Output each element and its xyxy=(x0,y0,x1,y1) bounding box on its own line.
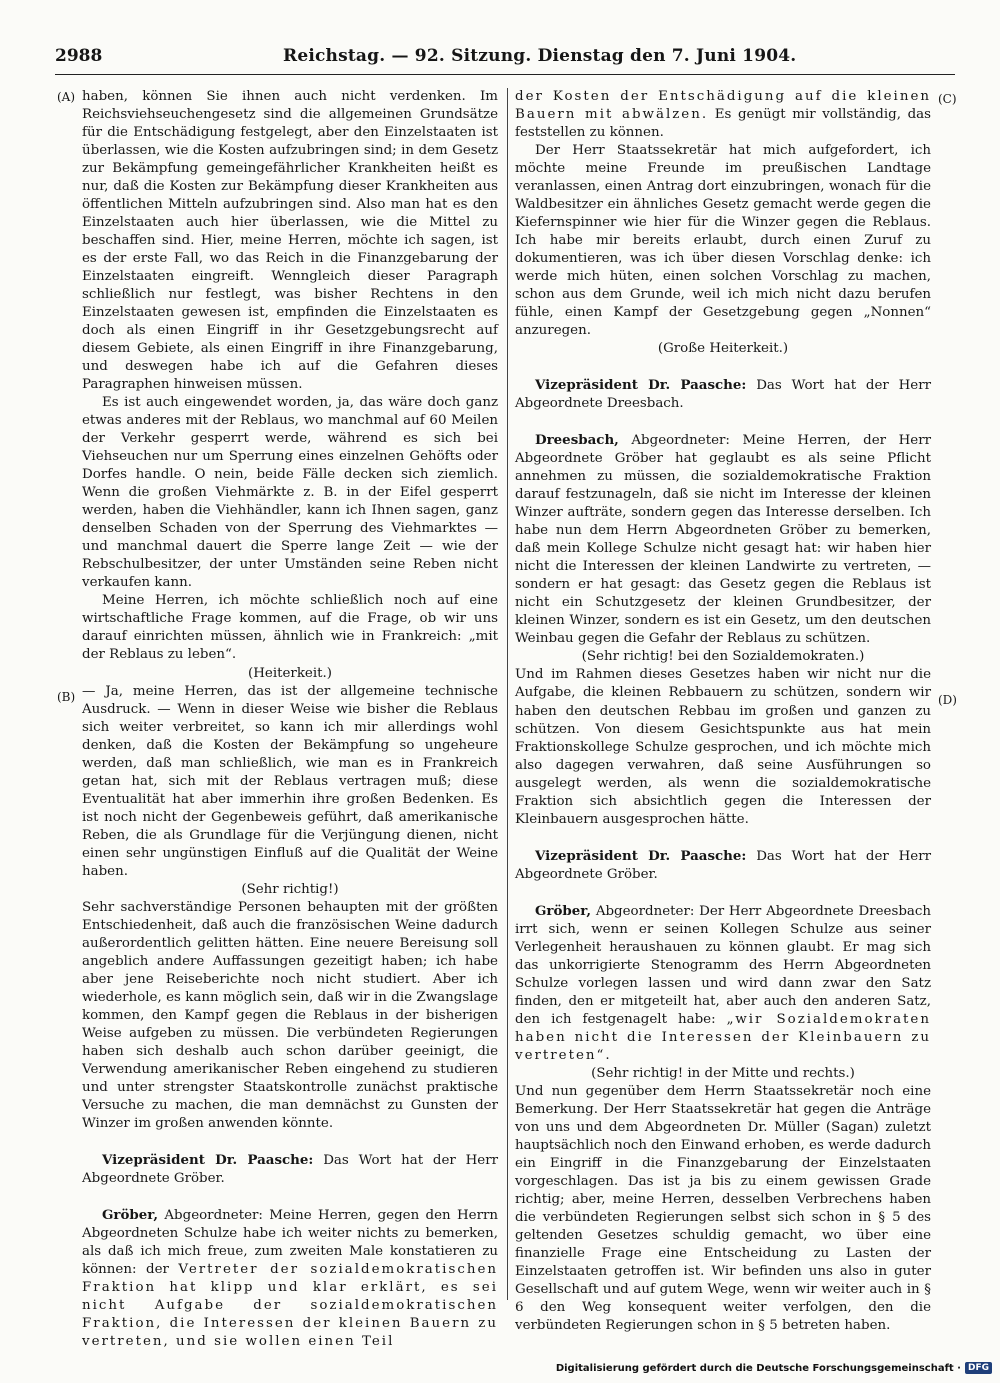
speaker-name: Vizepräsident Dr. Paasche: xyxy=(535,847,747,864)
speech-text: Das Wort hat der Herr Abgeordnete Gröber. xyxy=(82,1152,498,1186)
footer-text: Digitalisierung gefördert durch die Deutsche Forschungsgemeinschaft · xyxy=(555,1363,961,1374)
speaker-name: Gröber, xyxy=(102,1206,159,1223)
speech-text: Abgeordneter: Meine Herren, der Herr Abgeordnete Gröber hat geglaubt es als seine Pflicht annehmen zu müssen, die sozialdemokratische Fraktion darauf festzunageln, daß sie nicht im Interesse der kleinen Winzer aufträte, sondern gegen das Interesse derselben. Ich habe nun dem Herrn Abgeordneten Gröber zu bemerken, daß mein Kollege Schulze nicht gesagt hat: wir haben hier nicht die Interessen der kleinen Landwirte zu vertreten, — sondern er hat gesagt: das Gesetz gegen die Reblaus ist nicht ein Schutzgesetz der kleinen Grundbesitzer, der kleinen Winzer, sondern es ist ein Gesetz, um den deutschen Weinbau gegen die Gefahr der Reblaus zu schützen. xyxy=(515,433,931,647)
speaker-name: Gröber, xyxy=(535,902,592,919)
column-rule xyxy=(507,88,508,1300)
spaced-emphasis: der Kosten der Entschädigung auf die kleinen Bauern mit abwälzen. xyxy=(515,89,931,123)
speaker-paragraph xyxy=(82,1151,498,1188)
paragraph: Und im Rahmen dieses Gesetzes haben wir nicht nur die Aufgabe, die kleinen Rebbauern zu schützen, sondern wir haben den deutschen Rebbau im großen und ganzen zu schützen. Von diesem Gesichtspunkte aus hat mein Fraktionskollege Schulze gesprochen, und ich möchte mich also dagegen verwahren, daß seine Ausführungen so ausgelegt werden, als wenn die sozialdemokratische Fraktion sich absichtlich gegen die Interessen der Kleinbauern ausgesprochen hätte. xyxy=(515,667,931,827)
speech-text: Es genügt mir vollständig, das feststellen zu können. xyxy=(515,107,931,141)
reaction-note: (Sehr richtig! bei den Sozialdemokraten.) xyxy=(581,649,865,665)
paragraph: Es ist auch eingewendet worden, ja, das wäre doch ganz etwas anderes mit der Reblaus, wo manchmal auf 60 Meilen der Verkehr gesperrt werde, während es sich bei Viehseuchen nur um Sperrung eines einzelnen Gehöfts oder Dorfes handle. O nein, beide Fälle decken sich ziemlich. Wenn die großen Viehmärkte z. B. in der Eifel gesperrt werden, haben die Viehhändler, kann ich Ihnen sagen, ganz denselben Schaden von der Sperrung des Viehmarktes — und manchmal dauert die Sperre lange Zeit — wie der Rebschulbesitzer, der unter Umständen seine Reben nicht verkaufen kann. xyxy=(82,395,498,591)
speaker-paragraph xyxy=(515,376,931,413)
reaction-note: (Sehr richtig! in der Mitte und rechts.) xyxy=(591,1065,855,1081)
speech-text: Das Wort hat der Herr Abgeordnete Gröber. xyxy=(515,848,931,882)
footer-credit xyxy=(556,1362,992,1374)
paragraph: Meine Herren, ich möchte schließlich noch auf eine wirtschaftliche Frage kommen, auf die Frage, ob wir uns darauf einrichten müssen, ähnlich wie in Frankreich: „mit der Reblaus zu leben“. xyxy=(82,593,498,663)
speaker-paragraph xyxy=(515,431,931,648)
speech-text: Das Wort hat der Herr Abgeordnete Dreesbach. xyxy=(515,378,931,412)
paragraph: Sehr sachverständige Personen behaupten mit der größten Entschiedenheit, daß auch die französischen Weine dadurch außerordentlich gelitten hätten. Eine neuere Bereisung soll angeblich andere Auffassungen gezeitigt haben; ich habe aber jene Reiseberichte noch nicht studiert. Aber ich wiederhole, es kann möglich sein, daß wir in die Zwangslage kommen, den Kampf gegen die Reblaus in der bisherigen Weise aufgeben zu müssen. Die verbündeten Regierungen haben sich deshalb auch schon darüber geeinigt, die Verwendung amerikanischer Reben eingehend zu studieren und unter strengster Staatskontrolle zunächst praktische Versuche zu machen, die man demnächst zu Gunsten der Winzer im großen anwenden könnte. xyxy=(82,899,498,1131)
paragraph: haben, können Sie ihnen auch nicht verdenken. Im Reichsviehseuchengesetz sind die allgemeinen Grundsätze für die Entschädigung festgelegt, aber den Einzelstaaten ist überlassen, wie die Kosten aufzubringen sind; in dem Gesetz zur Bekämpfung gemeingefährlicher Krankheiten heißt es nur, daß die Kosten zur Bekämpfung dieser Krankheiten aus öffentlichen Mitteln aufzubringen sind. Also man hat es den Einzelstaaten auch hier überlassen, wie die Mittel zu beschaffen sind. Hier, meine Herren, möchte ich sagen, ist es der erste Fall, wo das Reich in die Finanzgebarung der Einzelstaaten eingreift. Wenngleich dieser Paragraph schließlich nur festlegt, was bisher Rechtens in den Einzelstaaten gewesen ist, empfinden die Einzelstaaten es doch als einen Eingriff in ihr Gesetzgebungsrecht auf diesem Gebiete, als einen Eingriff in ihre Finanzgebarung, und deswegen habe ich auf die Gefahren dieses Paragraphen hinweisen müssen. xyxy=(82,89,498,393)
speaker-name: Dreesbach, xyxy=(535,432,619,449)
margin-mark-b: (B) xyxy=(57,690,76,704)
page-number: 2988 xyxy=(55,46,103,66)
reaction-note: (Große Heiterkeit.) xyxy=(657,341,789,357)
page-header xyxy=(55,44,955,75)
running-head: Reichstag. — 92. Sitzung. Dienstag den 7. Juni 1904. xyxy=(283,46,797,66)
speaker-name: Vizepräsident Dr. Paasche: xyxy=(102,1151,314,1168)
paragraph: Der Herr Staatssekretär hat mich aufgefordert, ich möchte meine Freunde im preußischen Landtage veranlassen, einen Antrag dort einzubringen, wonach für die Waldbesitzer ein ähnliches Gesetz gemacht werde gegen die Kiefernspinner wie hier für die Winzer gegen die Reblaus. Ich habe mir bereits erlaubt, durch einen Zuruf zu dokumentieren, was ich über diesen Vorschlag denke: ich werde mich hüten, einen solchen Vorschlag zu machen, schon aus dem Grunde, weil ich mich nicht dazu berufen fühle, einen Kampf der Gesetzgebung gegen „Nonnen“ anzuregen. xyxy=(515,143,931,339)
margin-mark-d: (D) xyxy=(938,693,957,707)
reaction-note: (Sehr richtig!) xyxy=(241,881,339,897)
speech-text: Abgeordneter: Der Herr Abgeordnete Dreesbach irrt sich, wenn er seinen Kollegen Schulze aus seiner Verlegenheit heraushauen zu können glaubt. Er mag sich das unkorrigierte Stenogramm des Herrn Abgeordneten Schulze vorlegen lassen und wird dann zwar den Satz finden, den er mitgeteilt hat, aber auch den anderen Satz, den ich festgenagelt habe: xyxy=(515,903,931,1027)
paragraph xyxy=(515,88,931,142)
speaker-paragraph xyxy=(82,1206,498,1351)
left-column xyxy=(82,88,498,1351)
reaction-note: (Heiterkeit.) xyxy=(248,665,332,681)
margin-mark-c: (C) xyxy=(938,92,957,106)
dfg-logo: DFG xyxy=(965,1362,992,1374)
paragraph: Und nun gegenüber dem Herrn Staatssekretär noch eine Bemerkung. Der Herr Staatssekretär hat gegen die Anträge von uns und dem Abgeordneten Dr. Müller (Sagan) zuletzt hauptsächlich noch den Einwand erhoben, es werde dadurch ein Eingriff in die Finanzgebarung der Einzelstaaten vorgeschlagen. Das ist ja bis zu einem gewissen Grade richtig; aber, meine Herren, desselben Verbrechens haben die verbündeten Regierungen selbst sich schon in § 5 des geltenden Gesetzes schuldig gemacht, wo über eine finanzielle Frage eine Entscheidung zu Lasten der Einzelstaaten getroffen ist. Wir befinden uns also in guter Gesellschaft und auf gutem Wege, wenn wir weiter auch in § 6 den Weg konsequent weiter verfolgen, den die verbündeten Regierungen schon in § 5 betreten haben. xyxy=(515,1083,931,1333)
speaker-name: Vizepräsident Dr. Paasche: xyxy=(535,377,747,394)
speaker-paragraph xyxy=(515,847,931,884)
speaker-paragraph xyxy=(515,902,931,1065)
paragraph: — Ja, meine Herren, das ist der allgemeine technische Ausdruck. — Wenn in dieser Weise wie bisher die Reblaus sich weiter verbreitet, so kann ich mir allerdings wohl denken, daß die Kosten der Bekämpfung so ungeheure werden, daß man schließlich, wie man es in Frankreich getan hat, sich mit der Reblaus vertragen muß; diese Eventualität hat aber immerhin ihre großen Bedenken. Es ist noch nicht der Gegenbeweis geführt, daß amerikanische Reben, die als Grundlage für die Verjüngung dienen, nicht einen sehr ungünstigen Einfluß auf die Qualität der Weine haben. xyxy=(82,683,498,879)
spaced-emphasis: „wir Sozialdemokraten haben nicht die Interessen der Kleinbauern zu vertreten“. xyxy=(515,1011,931,1063)
spaced-emphasis: Vertreter der sozialdemokratischen Fraktion hat klipp und klar erklärt, es sei nicht Aufgabe der sozialdemokratischen Fraktion, die Interessen der kleinen Bauern zu vertreten, und sie wollen einen Teil xyxy=(82,1261,498,1350)
speech-text: Abgeordneter: Meine Herren, gegen den Herrn Abgeordneten Schulze habe ich weiter nichts zu bemerken, als daß ich mich freue, zum zweiten Male konstatieren zu können: der xyxy=(82,1207,498,1277)
right-column xyxy=(515,88,931,1335)
margin-mark-a: (A) xyxy=(57,90,76,104)
